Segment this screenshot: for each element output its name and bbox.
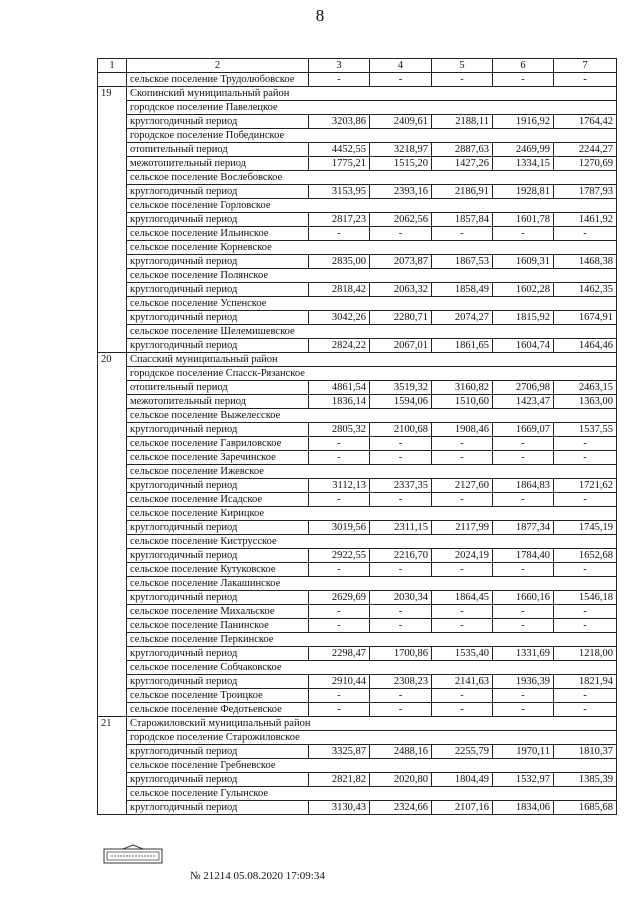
value-cell: - xyxy=(493,689,554,703)
table-row xyxy=(98,269,617,283)
value-cell: - xyxy=(370,451,432,465)
row-label: отопительный период xyxy=(127,381,309,395)
value-cell: 3218,97 xyxy=(370,143,432,157)
value-cell: 1601,78 xyxy=(493,213,554,227)
value-cell: 1535,40 xyxy=(432,647,493,661)
table-row xyxy=(98,647,617,661)
row-label: круглогодичный период xyxy=(127,745,309,759)
row-label: Спасский муниципальный район xyxy=(127,353,617,367)
table-row xyxy=(98,801,617,815)
value-cell: 2073,87 xyxy=(370,255,432,269)
row-label: Старожиловский муниципальный район xyxy=(127,717,617,731)
value-cell: 3519,32 xyxy=(370,381,432,395)
row-label: сельское поселение Успенское xyxy=(127,297,617,311)
value-cell: - xyxy=(493,619,554,633)
row-label: сельское поселение Михальское xyxy=(127,605,309,619)
value-cell: - xyxy=(554,73,617,87)
table-row xyxy=(98,479,617,493)
value-cell: 2821,82 xyxy=(309,773,370,787)
value-cell: 2024,19 xyxy=(432,549,493,563)
table-row xyxy=(98,493,617,507)
table-row xyxy=(98,731,617,745)
value-cell: 1864,83 xyxy=(493,479,554,493)
value-cell: - xyxy=(554,451,617,465)
value-cell: 2409,61 xyxy=(370,115,432,129)
value-cell: 2127,60 xyxy=(432,479,493,493)
row-label: сельское поселение Собчаковское xyxy=(127,661,617,675)
table-row xyxy=(98,115,617,129)
value-cell: 2887,63 xyxy=(432,143,493,157)
value-cell: - xyxy=(432,227,493,241)
value-cell: 1385,39 xyxy=(554,773,617,787)
row-label: городское поселение Старожиловское xyxy=(127,731,617,745)
value-cell: 3130,43 xyxy=(309,801,370,815)
value-cell: - xyxy=(309,437,370,451)
table-row xyxy=(98,605,617,619)
value-cell: 4452,55 xyxy=(309,143,370,157)
value-cell: - xyxy=(309,605,370,619)
row-label: Скопинский муниципальный район xyxy=(127,87,617,101)
column-header: 2 xyxy=(127,59,309,73)
value-cell: 1858,49 xyxy=(432,283,493,297)
value-cell: 2030,34 xyxy=(370,591,432,605)
value-cell: 1928,81 xyxy=(493,185,554,199)
value-cell: 1331,69 xyxy=(493,647,554,661)
row-label: круглогодичный период xyxy=(127,115,309,129)
column-header: 3 xyxy=(309,59,370,73)
table-row xyxy=(98,633,617,647)
row-label: сельское поселение Трудолюбовское xyxy=(127,73,309,87)
value-cell: 2337,35 xyxy=(370,479,432,493)
table-row xyxy=(98,787,617,801)
value-cell: - xyxy=(370,493,432,507)
row-label: круглогодичный период xyxy=(127,255,309,269)
value-cell: - xyxy=(309,493,370,507)
value-cell: 2074,27 xyxy=(432,311,493,325)
row-label: сельское поселение Полянское xyxy=(127,269,617,283)
value-cell: - xyxy=(432,73,493,87)
value-cell: - xyxy=(493,73,554,87)
value-cell: 2117,99 xyxy=(432,521,493,535)
value-cell: 2910,44 xyxy=(309,675,370,689)
row-label: сельское поселение Исадское xyxy=(127,493,309,507)
value-cell: 2922,55 xyxy=(309,549,370,563)
value-cell: 1745,19 xyxy=(554,521,617,535)
table-row xyxy=(98,535,617,549)
table-row xyxy=(98,703,617,717)
row-label: сельское поселение Корневское xyxy=(127,241,617,255)
row-number: 19 xyxy=(98,87,127,353)
value-cell: - xyxy=(309,73,370,87)
value-cell: - xyxy=(554,227,617,241)
row-label: городское поселение Спасск-Рязанское xyxy=(127,367,617,381)
value-cell: 3203,86 xyxy=(309,115,370,129)
value-cell: 2063,32 xyxy=(370,283,432,297)
value-cell: 1784,40 xyxy=(493,549,554,563)
table-row xyxy=(98,143,617,157)
value-cell: 1537,55 xyxy=(554,423,617,437)
value-cell: - xyxy=(309,563,370,577)
table-row xyxy=(98,171,617,185)
row-number: 20 xyxy=(98,353,127,717)
value-cell: - xyxy=(432,563,493,577)
row-label: круглогодичный период xyxy=(127,801,309,815)
table-row xyxy=(98,241,617,255)
registration-stamp-icon xyxy=(103,844,163,866)
value-cell: - xyxy=(554,563,617,577)
value-cell: 2629,69 xyxy=(309,591,370,605)
table-row xyxy=(98,661,617,675)
value-cell: 1423,47 xyxy=(493,395,554,409)
value-cell: 1461,92 xyxy=(554,213,617,227)
column-header: 1 xyxy=(98,59,127,73)
value-cell: 1834,06 xyxy=(493,801,554,815)
value-cell: 1464,46 xyxy=(554,339,617,353)
value-cell: 2835,00 xyxy=(309,255,370,269)
table-row xyxy=(98,619,617,633)
value-cell: - xyxy=(370,619,432,633)
value-cell: 1821,94 xyxy=(554,675,617,689)
value-cell: - xyxy=(370,227,432,241)
value-cell: 2188,11 xyxy=(432,115,493,129)
column-header: 7 xyxy=(554,59,617,73)
value-cell: 1775,21 xyxy=(309,157,370,171)
value-cell: 1804,49 xyxy=(432,773,493,787)
value-cell: - xyxy=(309,227,370,241)
value-cell: 2244,27 xyxy=(554,143,617,157)
row-label: круглогодичный период xyxy=(127,773,309,787)
value-cell: 2216,70 xyxy=(370,549,432,563)
value-cell: 1363,00 xyxy=(554,395,617,409)
value-cell: - xyxy=(432,451,493,465)
value-cell: - xyxy=(554,619,617,633)
value-cell: 1669,07 xyxy=(493,423,554,437)
value-cell: - xyxy=(554,703,617,717)
table-row xyxy=(98,521,617,535)
table-row xyxy=(98,101,617,115)
value-cell: 2298,47 xyxy=(309,647,370,661)
value-cell: 1936,39 xyxy=(493,675,554,689)
row-label: круглогодичный период xyxy=(127,675,309,689)
value-cell: - xyxy=(370,73,432,87)
table-header-row xyxy=(98,59,617,73)
value-cell: - xyxy=(309,689,370,703)
row-label: сельское поселение Гулынское xyxy=(127,787,617,801)
value-cell: 2062,56 xyxy=(370,213,432,227)
value-cell: - xyxy=(432,493,493,507)
value-cell: 1532,97 xyxy=(493,773,554,787)
value-cell: - xyxy=(493,605,554,619)
value-cell: - xyxy=(432,703,493,717)
value-cell: 1970,11 xyxy=(493,745,554,759)
value-cell: - xyxy=(432,689,493,703)
value-cell: 1857,84 xyxy=(432,213,493,227)
table-row xyxy=(98,507,617,521)
row-label: круглогодичный период xyxy=(127,479,309,493)
row-label: сельское поселение Заречинское xyxy=(127,451,309,465)
row-label: межотопительный период xyxy=(127,395,309,409)
value-cell: - xyxy=(493,437,554,451)
table-row xyxy=(98,395,617,409)
value-cell: 1604,74 xyxy=(493,339,554,353)
value-cell: - xyxy=(370,605,432,619)
row-label: сельское поселение Выжелесское xyxy=(127,409,617,423)
value-cell: - xyxy=(309,619,370,633)
value-cell: 1864,45 xyxy=(432,591,493,605)
value-cell: 1810,37 xyxy=(554,745,617,759)
row-label: сельское поселение Киструсское xyxy=(127,535,617,549)
row-label: сельское поселение Панинское xyxy=(127,619,309,633)
row-label: сельское поселение Кирицкое xyxy=(127,507,617,521)
document-reference: № 21214 05.08.2020 17:09:34 xyxy=(190,870,325,882)
row-label: отопительный период xyxy=(127,143,309,157)
value-cell: 1218,00 xyxy=(554,647,617,661)
value-cell: 3153,95 xyxy=(309,185,370,199)
table-row xyxy=(98,591,617,605)
value-cell: 2107,16 xyxy=(432,801,493,815)
row-label: круглогодичный период xyxy=(127,339,309,353)
value-cell: 1510,60 xyxy=(432,395,493,409)
value-cell: 2463,15 xyxy=(554,381,617,395)
table-row xyxy=(98,353,617,367)
row-label: круглогодичный период xyxy=(127,213,309,227)
value-cell: 2255,79 xyxy=(432,745,493,759)
value-cell: - xyxy=(432,605,493,619)
table-row xyxy=(98,437,617,451)
table-row xyxy=(98,465,617,479)
value-cell: - xyxy=(493,703,554,717)
value-cell: - xyxy=(493,227,554,241)
value-cell: - xyxy=(432,437,493,451)
value-cell: 2706,98 xyxy=(493,381,554,395)
row-number xyxy=(98,73,127,87)
value-cell: 1674,91 xyxy=(554,311,617,325)
row-label: межотопительный период xyxy=(127,157,309,171)
page-number: 8 xyxy=(315,6,325,25)
value-cell: 1546,18 xyxy=(554,591,617,605)
value-cell: 2020,80 xyxy=(370,773,432,787)
table-row xyxy=(98,199,617,213)
value-cell: - xyxy=(309,451,370,465)
table-row xyxy=(98,689,617,703)
value-cell: 2817,23 xyxy=(309,213,370,227)
column-header: 4 xyxy=(370,59,432,73)
value-cell: 1700,86 xyxy=(370,647,432,661)
value-cell: 1609,31 xyxy=(493,255,554,269)
value-cell: 2308,23 xyxy=(370,675,432,689)
table-row xyxy=(98,563,617,577)
value-cell: - xyxy=(554,437,617,451)
row-label: сельское поселение Перкинское xyxy=(127,633,617,647)
value-cell: 1836,14 xyxy=(309,395,370,409)
value-cell: 1861,65 xyxy=(432,339,493,353)
table-row xyxy=(98,297,617,311)
table-row xyxy=(98,675,617,689)
table-row xyxy=(98,227,617,241)
table-row xyxy=(98,367,617,381)
value-cell: 3160,82 xyxy=(432,381,493,395)
value-cell: 1462,35 xyxy=(554,283,617,297)
value-cell: - xyxy=(554,605,617,619)
value-cell: 1270,69 xyxy=(554,157,617,171)
column-header: 6 xyxy=(493,59,554,73)
row-label: круглогодичный период xyxy=(127,521,309,535)
value-cell: - xyxy=(493,451,554,465)
value-cell: 1427,26 xyxy=(432,157,493,171)
value-cell: - xyxy=(370,689,432,703)
value-cell: 3042,26 xyxy=(309,311,370,325)
value-cell: 1721,62 xyxy=(554,479,617,493)
row-label: сельское поселение Кутуковское xyxy=(127,563,309,577)
table-row xyxy=(98,185,617,199)
value-cell: 1764,42 xyxy=(554,115,617,129)
table-row xyxy=(98,283,617,297)
value-cell: - xyxy=(493,563,554,577)
value-cell: - xyxy=(370,563,432,577)
row-label: круглогодичный период xyxy=(127,185,309,199)
value-cell: 4861,54 xyxy=(309,381,370,395)
value-cell: 1334,15 xyxy=(493,157,554,171)
table-row xyxy=(98,73,617,87)
value-cell: 2067,01 xyxy=(370,339,432,353)
row-number: 21 xyxy=(98,717,127,815)
value-cell: - xyxy=(370,437,432,451)
row-label: сельское поселение Ильинское xyxy=(127,227,309,241)
value-cell: - xyxy=(493,493,554,507)
value-cell: - xyxy=(309,703,370,717)
value-cell: 2818,42 xyxy=(309,283,370,297)
value-cell: 2141,63 xyxy=(432,675,493,689)
value-cell: 1515,20 xyxy=(370,157,432,171)
table-row xyxy=(98,409,617,423)
value-cell: 2469,99 xyxy=(493,143,554,157)
value-cell: 1916,92 xyxy=(493,115,554,129)
value-cell: - xyxy=(432,619,493,633)
table-row xyxy=(98,451,617,465)
value-cell: 1877,34 xyxy=(493,521,554,535)
row-label: городское поселение Павелецкое xyxy=(127,101,617,115)
row-label: сельское поселение Вослебовское xyxy=(127,171,617,185)
value-cell: 1652,68 xyxy=(554,549,617,563)
table-row xyxy=(98,325,617,339)
value-cell: 1787,93 xyxy=(554,185,617,199)
row-label: городское поселение Побединское xyxy=(127,129,617,143)
value-cell: 1867,53 xyxy=(432,255,493,269)
table-row xyxy=(98,759,617,773)
value-cell: 1468,38 xyxy=(554,255,617,269)
table-row xyxy=(98,717,617,731)
table-row xyxy=(98,255,617,269)
table-row xyxy=(98,549,617,563)
table-row xyxy=(98,339,617,353)
table-row xyxy=(98,213,617,227)
table-row xyxy=(98,745,617,759)
value-cell: 2324,66 xyxy=(370,801,432,815)
value-cell: 2805,32 xyxy=(309,423,370,437)
value-cell: 1602,28 xyxy=(493,283,554,297)
value-cell: - xyxy=(370,703,432,717)
row-label: сельское поселение Гребневское xyxy=(127,759,617,773)
column-header: 5 xyxy=(432,59,493,73)
row-label: сельское поселение Горловское xyxy=(127,199,617,213)
table-row xyxy=(98,381,617,395)
value-cell: - xyxy=(554,689,617,703)
table-row xyxy=(98,311,617,325)
row-label: сельское поселение Шелемишевское xyxy=(127,325,617,339)
value-cell: 1908,46 xyxy=(432,423,493,437)
table-row xyxy=(98,423,617,437)
value-cell: 3112,13 xyxy=(309,479,370,493)
value-cell: 2393,16 xyxy=(370,185,432,199)
table-row xyxy=(98,773,617,787)
row-label: круглогодичный период xyxy=(127,549,309,563)
value-cell: 1685,68 xyxy=(554,801,617,815)
row-label: круглогодичный период xyxy=(127,647,309,661)
value-cell: 2311,15 xyxy=(370,521,432,535)
row-label: сельское поселение Лакашинское xyxy=(127,577,617,591)
table-row xyxy=(98,157,617,171)
value-cell: 1594,06 xyxy=(370,395,432,409)
row-label: круглогодичный период xyxy=(127,311,309,325)
row-label: круглогодичный период xyxy=(127,423,309,437)
value-cell: 2280,71 xyxy=(370,311,432,325)
value-cell: 3019,56 xyxy=(309,521,370,535)
row-label: круглогодичный период xyxy=(127,283,309,297)
table-row xyxy=(98,129,617,143)
value-cell: 2100,68 xyxy=(370,423,432,437)
value-cell: 2824,22 xyxy=(309,339,370,353)
row-label: сельское поселение Ижевское xyxy=(127,465,617,479)
value-cell: 1660,16 xyxy=(493,591,554,605)
value-cell: 3325,87 xyxy=(309,745,370,759)
value-cell: 1815,92 xyxy=(493,311,554,325)
value-cell: 2488,16 xyxy=(370,745,432,759)
row-label: сельское поселение Троицкое xyxy=(127,689,309,703)
tariff-table xyxy=(97,58,617,815)
row-label: круглогодичный период xyxy=(127,591,309,605)
table-row xyxy=(98,87,617,101)
table-row xyxy=(98,577,617,591)
value-cell: - xyxy=(554,493,617,507)
row-label: сельское поселение Федотьевское xyxy=(127,703,309,717)
row-label: сельское поселение Гавриловское xyxy=(127,437,309,451)
value-cell: 2186,91 xyxy=(432,185,493,199)
